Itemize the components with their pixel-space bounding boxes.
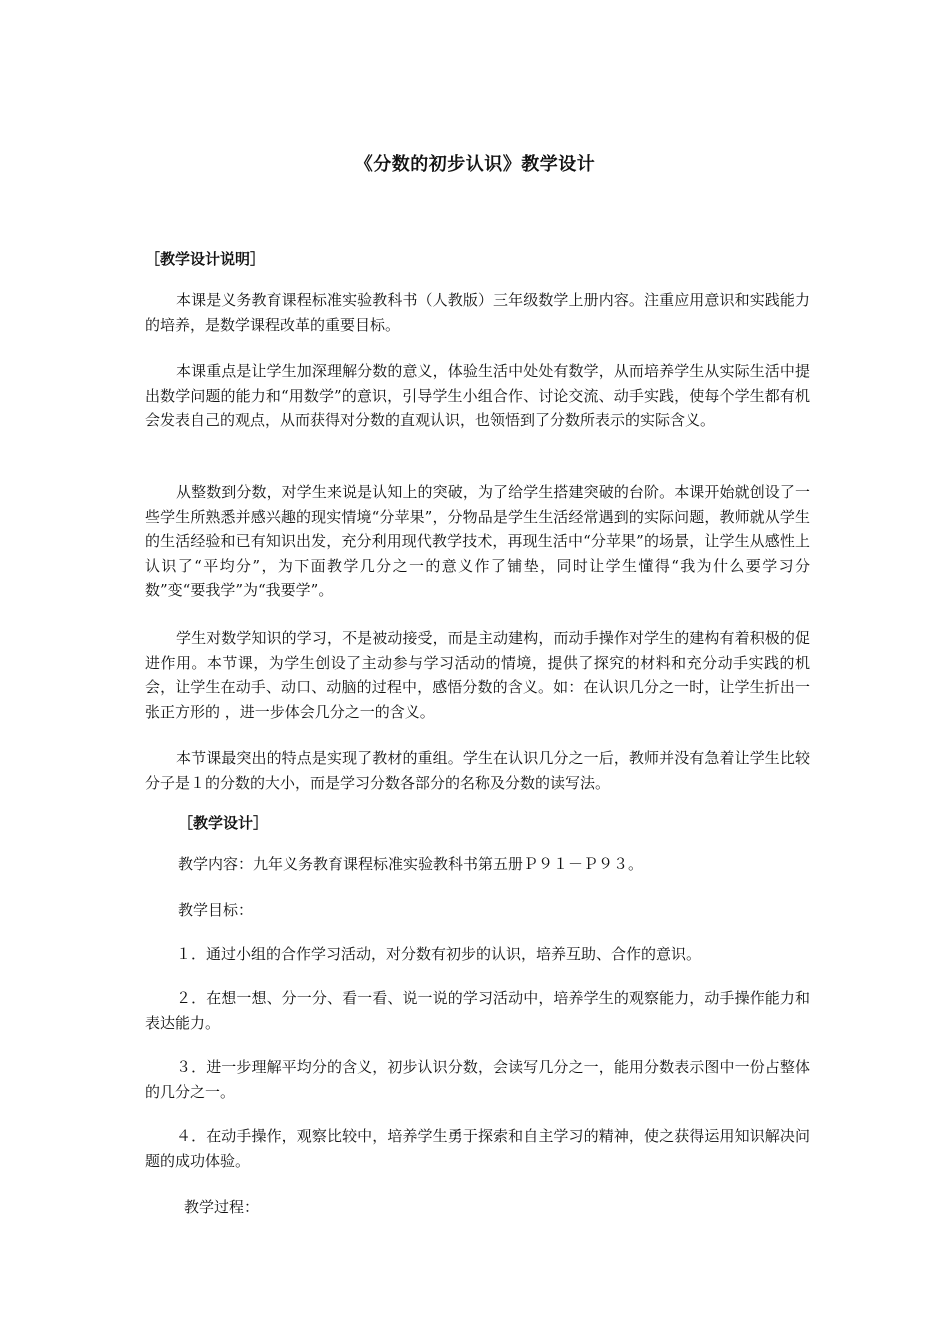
paragraph-5: 本节课最突出的特点是实现了教材的重组。学生在认识几分之一后，教师并没有急着让学生比较分子是１的分数的大小，而是学习分数各部分的名称及分数的读写法。 [145,749,810,792]
goal-item-4: ４．在动手操作，观察比较中，培养学生勇于探索和自主学习的精神，使之获得运用知识解决问题的成功体验。 [145,1127,810,1170]
teaching-content-line: 教学内容：九年义务教育课程标准实验教科书第五册Ｐ９１－Ｐ９３。 [178,855,644,873]
paragraph-4: 学生对数学知识的学习，不是被动接受，而是主动建构，而动手操作对学生的建构有着积极的促进作用。本节课，为学生创设了主动参与学习活动的情境，提供了探究的材料和充分动手实践的机会，让学生在动手、动口、动脑的过程中，感悟分数的含义。如：在认识几分之一时，让学生折出一张正方形的 ，进一步体会几分之一的含义。 [145,629,810,721]
paragraph-1: 本课是义务教育课程标准实验教科书（人教版）三年级数学上册内容。注重应用意识和实践能力的培养，是数学课程改革的重要目标。 [145,291,810,334]
teaching-process-label: 教学过程： [184,1198,260,1216]
teaching-goals-label: 教学目标： [178,901,254,919]
paragraph-3: 从整数到分数，对学生来说是认知上的突破，为了给学生搭建突破的台阶。本课开始就创设了一些学生所熟悉并感兴趣的现实情境“分苹果”，分物品是学生生活经常遇到的实际问题，教师就从学生的生活经验和已有知识出发，充分利用现代教学技术，再现生活中“分苹果”的场景，让学生从感性上认识了“平均分”，为下面教学几分之一的意义作了铺垫，同时让学生懂得“我为什么要学习分数”变“要我学”为“我要学”。 [145,483,810,599]
goal-item-1: １．通过小组的合作学习活动，对分数有初步的认识，培养互助、合作的意识。 [176,945,702,963]
goal-item-3: ３．进一步理解平均分的含义，初步认识分数，会读写几分之一，能用分数表示图中一份占整体的几分之一。 [145,1058,810,1101]
section-heading-design: ［教学设计］ [178,814,269,832]
section-heading-explanation: ［教学设计说明］ [145,250,266,268]
goal-item-2: ２．在想一想、分一分、看一看、说一说的学习活动中，培养学生的观察能力，动手操作能力和表达能力。 [145,989,810,1032]
paragraph-2: 本课重点是让学生加深理解分数的意义，体验生活中处处有数学，从而培养学生从实际生活中提出数学问题的能力和“用数学”的意识，引导学生小组合作、讨论交流、动手实践，使每个学生都有机会发表自己的观点，从而获得对分数的直观认识，也领悟到了分数所表示的实际含义。 [145,362,810,429]
document-title: 《分数的初步认识》教学设计 [354,154,596,175]
